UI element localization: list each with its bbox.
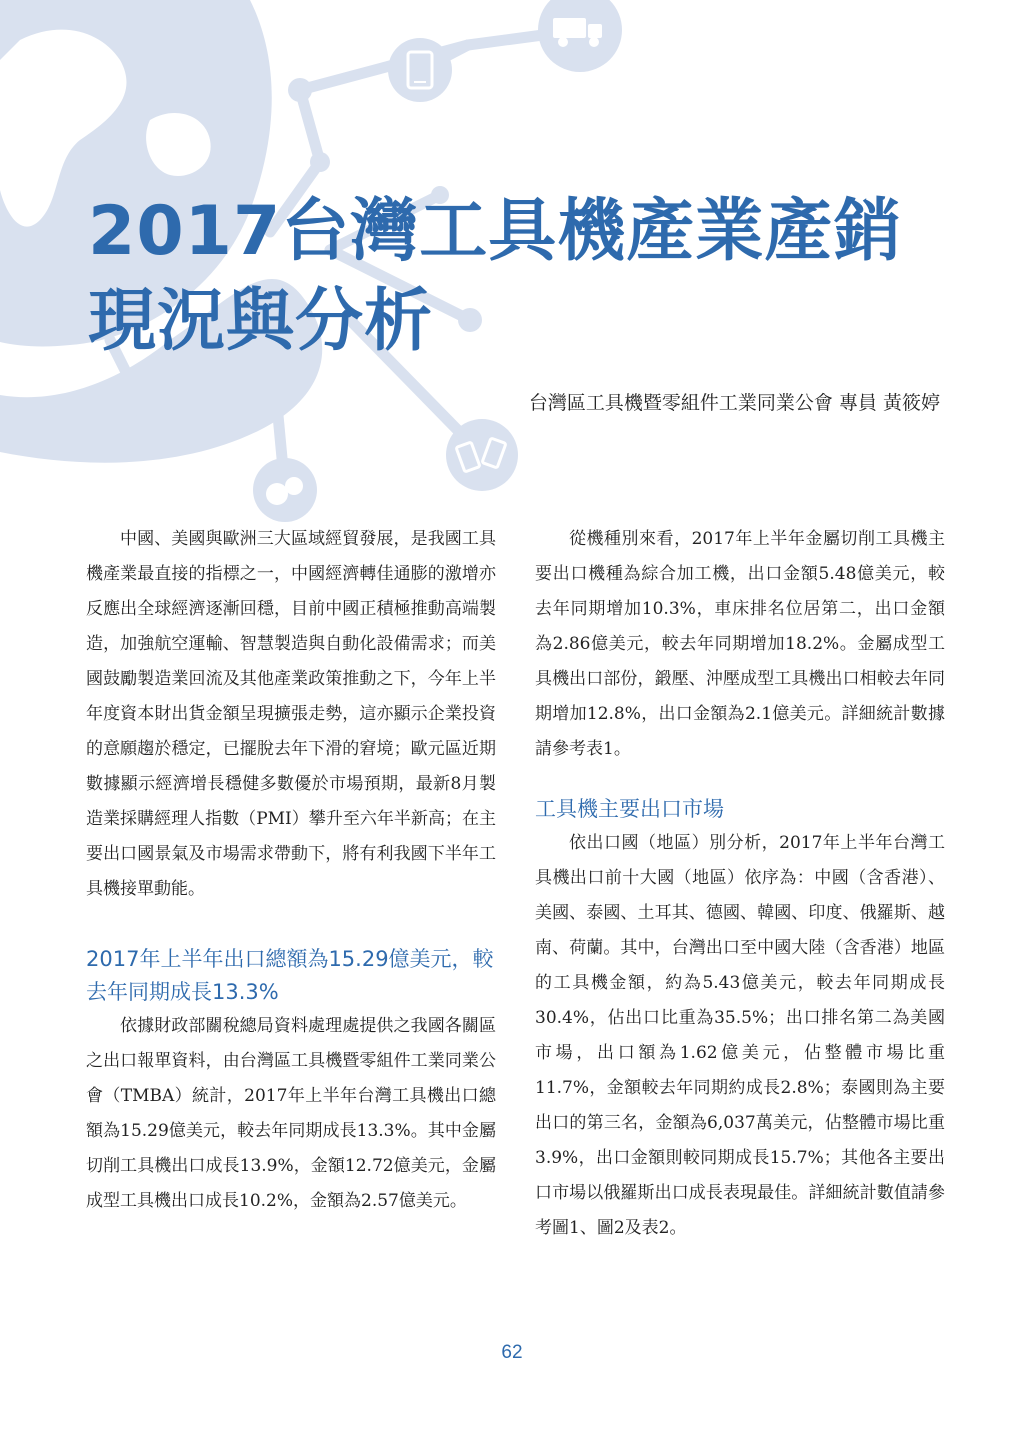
export-total-paragraph: 依據財政部關稅總局資料處理處提供之我國各關區之出口報單資料，由台灣區工具機暨零組件工業同業公會（TMBA）統計，2017年上半年台灣工具機出口總額為15.29億美元，較去年同期成長13.3%。其中金屬切削工具機出口成長13.9%，金額12.72億美元，金屬成型工具機出口成長10.2%，金額為2.57億美元。 <box>86 1016 496 1211</box>
author-byline: 台灣區工具機暨零組件工業同業公會 專員 黃筱婷 <box>528 392 940 414</box>
chat-icon <box>253 458 317 522</box>
intro-paragraph: 中國、美國與歐洲三大區域經貿發展，是我國工具機產業最直接的指標之一，中國經濟轉佳通膨的激增亦反應出全球經濟逐漸回穩，目前中國正積極推動高端製造，加強航空運輸、智慧製造與自動化設備需求；而美國鼓勵製造業回流及其他產業政策推動之下，今年上半年度資本財出貨金額呈現擴張走勢，這亦顯示企業投資的意願趨於穩定，已擺脫去年下滑的窘境；歐元區近期數據顯示經濟增長穩健多數優於市場預期，最新8月製造業採購經理人指數（PMI）攀升至六年半新高；在主要出口國景氣及市場需求帶動下，將有利我國下半年工具機接單動能。 <box>86 529 496 899</box>
page-title-line2: 現況與分析 <box>88 282 434 361</box>
section-heading-export-total: 2017年上半年出口總額為15.29億美元，較去年同期成長13.3% <box>86 947 494 1004</box>
tablet-icon <box>388 38 452 102</box>
machine-type-paragraph: 從機種別來看，2017年上半年金屬切削工具機主要出口機種為綜合加工機，出口金額5.48億美元，較去年同期增加10.3%，車床排名位居第二，出口金額為2.86億美元，較去年同期增加18.2%。金屬成型工具機出口部份，鍛壓、沖壓成型工具機出口相較去年同期增加12.8%，出口金額為2.1億美元。詳細統計數據請參考表1。 <box>535 529 945 759</box>
export-markets-paragraph: 依出口國（地區）別分析，2017年上半年台灣工具機出口前十大國（地區）依序為：中國（含香港）、美國、泰國、土耳其、德國、韓國、印度、俄羅斯、越南、荷蘭。其中，台灣出口至中國大陸（含香港）地區的工具機金額，約為5.43億美元，較去年同期成長30.4%，佔出口比重為35.5%；出口排名第二為美國市場，出口額為1.62億美元，佔整體市場比重11.7%，金額較去年同期約成長2.8%；泰國則為主要出口的第三名，金額為6,037萬美元，佔整體市場比重3.9%，出口金額則較同期成長15.7%；其他各主要出口市場以俄羅斯出口成長表現最佳。詳細統計數值請參考圖1、圖2及表2。 <box>535 833 945 1238</box>
page-number: 62 <box>501 1342 523 1363</box>
left-column <box>86 522 496 1219</box>
truck-icon <box>538 0 622 72</box>
right-column <box>535 522 945 1246</box>
page-title-line1: 2017台灣工具機產業產銷 <box>88 192 903 271</box>
section-heading-export-markets: 工具機主要出口市場 <box>535 797 724 821</box>
phones-icon <box>446 419 518 491</box>
